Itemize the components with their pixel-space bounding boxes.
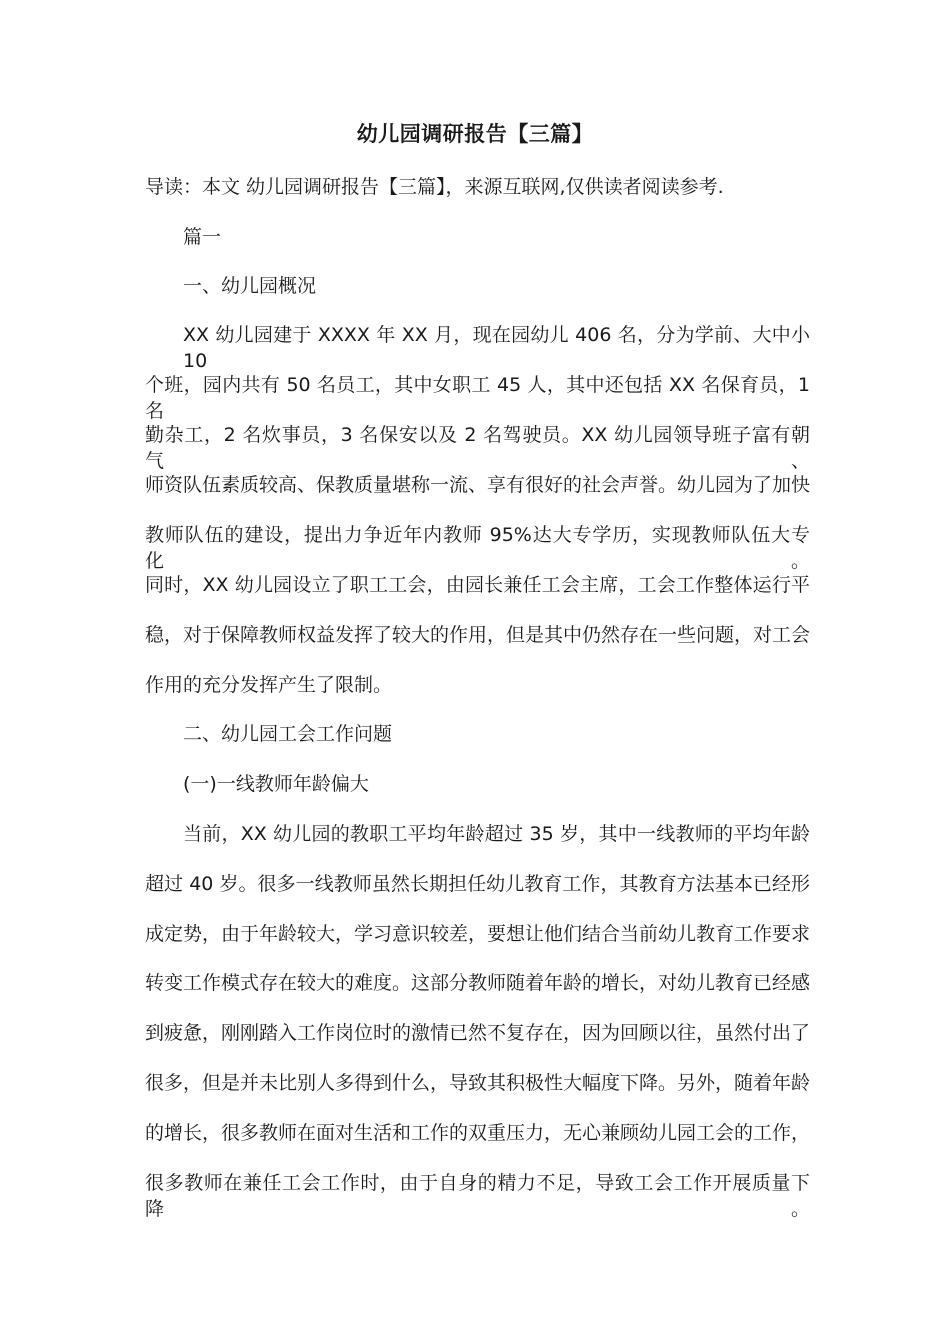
intro-text: 导读：本文 幼儿园调研报告【三篇】，来源互联网,仅供读者阅读参考. [145, 176, 724, 198]
paragraph-line: XX 幼儿园建于 XXXX 年 XX 月，现在园幼儿 406 名，分为学前、大中小 10 [183, 324, 810, 372]
paragraph-line: 很多，但是并未比别人多得到什么，导致其积极性大幅度下降。另外，随着年龄 [145, 1072, 811, 1094]
subheading-teacher-age: (一)一线教师年龄偏大 [183, 773, 369, 795]
paragraph-line: 个班，园内共有 50 名员工，其中女职工 45 人，其中还包括 XX 名保育员，1 名 [145, 374, 810, 422]
paragraph-line: 勤杂工，2 名炊事员，3 名保安以及 2 名驾驶员。XX 幼儿园领导班子富有朝气、 [145, 424, 810, 472]
heading-union-problems: 二、幼儿园工会工作问题 [183, 723, 393, 745]
paragraph-line: 同时，XX 幼儿园设立了职工工会，由园长兼任工会主席，工会工作整体运行平 [145, 574, 810, 596]
paragraph-line: 教师队伍的建设，提出力争近年内教师 95%达大专学历，实现教师队伍大专化。 [145, 524, 810, 572]
section-label: 篇一 [183, 226, 222, 248]
paragraph-line: 很多教师在兼任工会工作时，由于自身的精力不足，导致工会工作开展质量下降。 [145, 1172, 810, 1220]
document-title: 幼儿园调研报告【三篇】 [356, 122, 594, 146]
paragraph-line: 师资队伍素质较高、保教质量堪称一流、享有很好的社会声誉。幼儿园为了加快 [145, 474, 811, 496]
paragraph-line: 到疲惫，刚刚踏入工作岗位时的激情已然不复存在，因为回顾以往，虽然付出了 [145, 1022, 811, 1044]
paragraph-line: 的增长，很多教师在面对生活和工作的双重压力，无心兼顾幼儿园工会的工作， [145, 1122, 811, 1144]
paragraph-line: 超过 40 岁。很多一线教师虽然长期担任幼儿教育工作，其教育方法基本已经形 [145, 873, 810, 895]
heading-overview: 一、幼儿园概况 [183, 275, 317, 297]
paragraph-line: 当前，XX 幼儿园的教职工平均年龄超过 35 岁，其中一线教师的平均年龄 [183, 823, 810, 845]
paragraph-line: 转变工作模式存在较大的难度。这部分教师随着年龄的增长，对幼儿教育已经感 [145, 972, 811, 994]
paragraph-line: 稳，对于保障教师权益发挥了较大的作用，但是其中仍然存在一些问题，对工会 [145, 624, 811, 646]
paragraph-line: 作用的充分发挥产生了限制。 [145, 674, 393, 696]
paragraph-line: 成定势，由于年龄较大，学习意识较差，要想让他们结合当前幼儿教育工作要求 [145, 923, 811, 945]
